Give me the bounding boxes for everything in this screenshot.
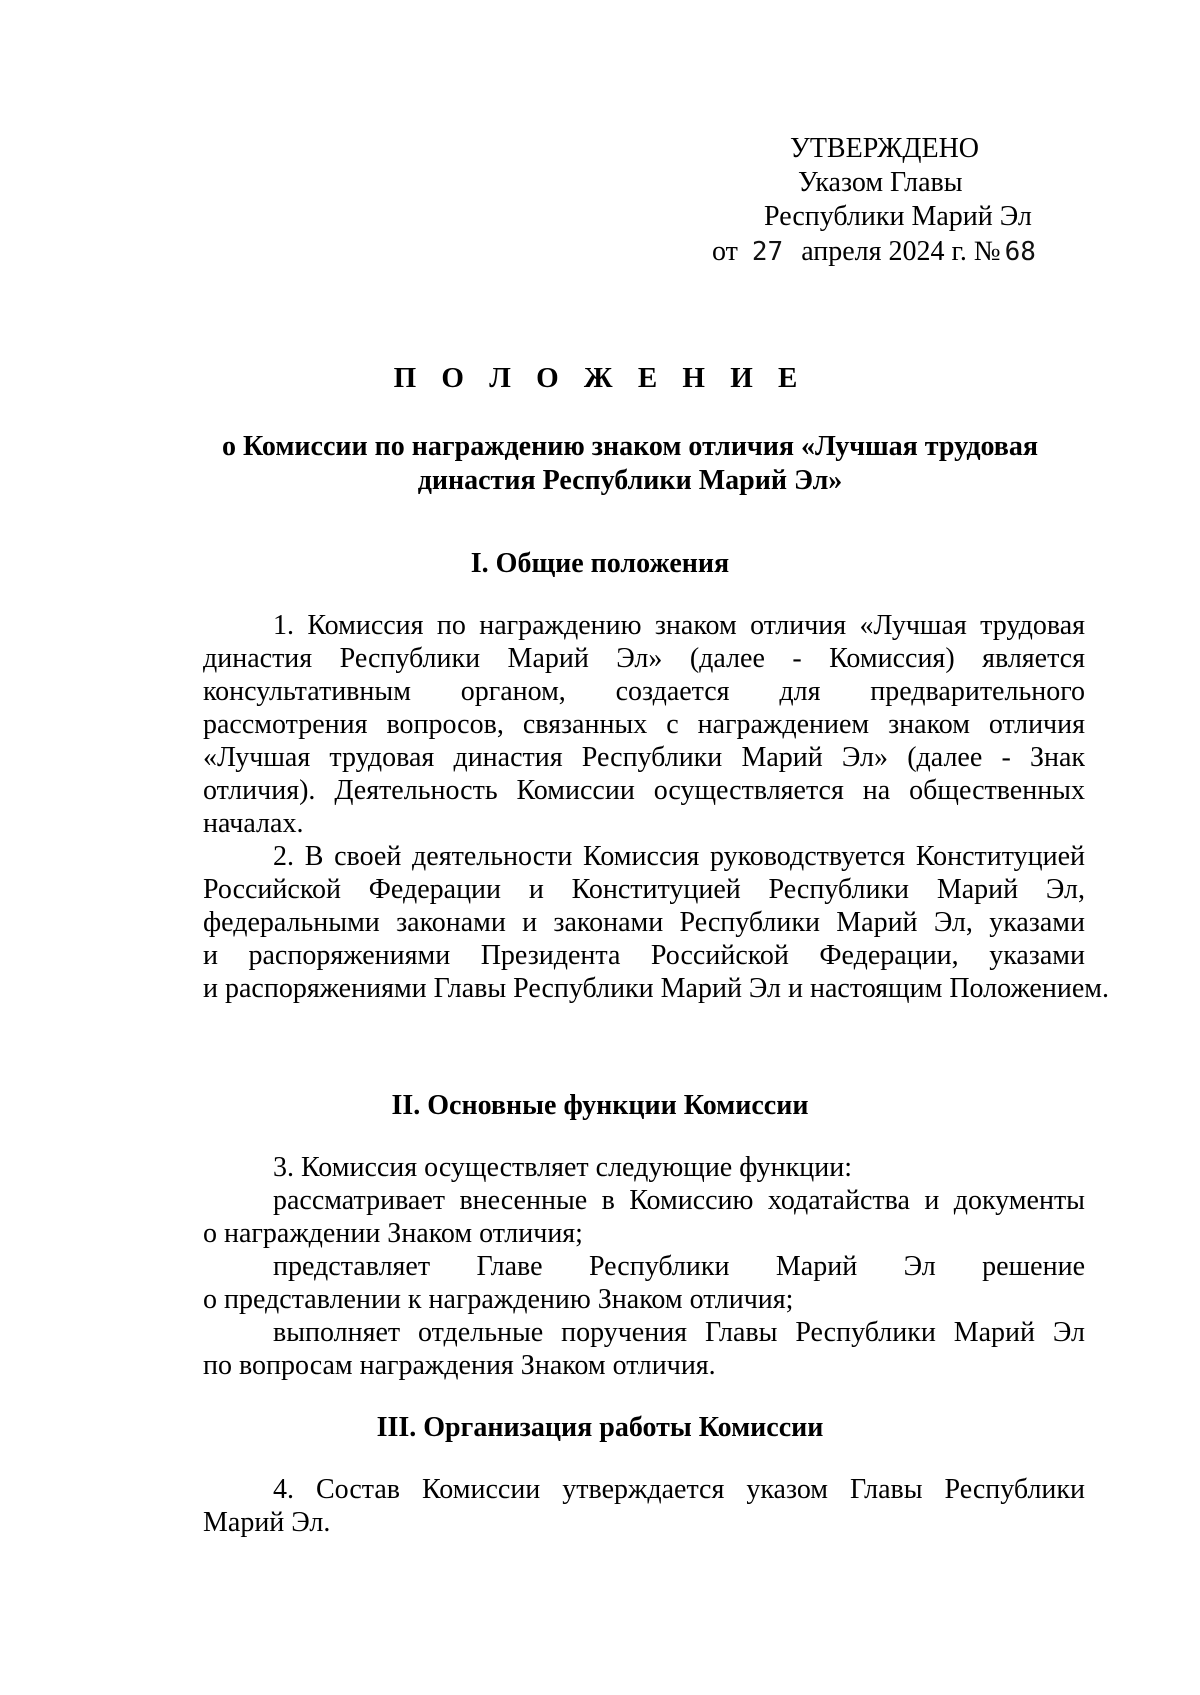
section-heading-functions: II. Основные функции Комиссии (391, 1090, 809, 1121)
subtitle-line: династия Республики Марий Эл» (417, 465, 843, 496)
text-line: рассматривает внесенные в Комиссию ходатайства и документы (273, 1185, 1085, 1216)
text-line: и распоряжениями Президента Российской Федерации, указами (203, 940, 1085, 971)
text-line: династия Республики Марий Эл» (далее - Комиссия) является (203, 643, 1085, 674)
approval-date-day: 27 (751, 237, 784, 267)
subtitle-line: о Комиссии по награждению знаком отличия «Лучшая трудовая (221, 431, 1039, 462)
approval-date-prefix: от (712, 236, 738, 267)
section-heading-organization: III. Организация работы Комиссии (376, 1412, 824, 1443)
approval-approved: УТВЕРЖДЕНО (790, 133, 980, 164)
text-line: консультативным органом, создается для предварительного (203, 676, 1085, 707)
approval-date-line (712, 235, 1036, 269)
paragraph-2 (203, 840, 1109, 1005)
text-line: Российской Федерации и Конституцией Республики Марий Эл, (203, 874, 1085, 905)
text-line: представляет Главе Республики Марий Эл решение (273, 1251, 1085, 1282)
text-line: отличия). Деятельность Комиссии осуществляется на общественных (203, 775, 1085, 806)
approval-date-rest: апреля 2024 г. № (801, 236, 1001, 267)
text-line: 2. В своей деятельности Комиссия руководствуется Конституцией (273, 841, 1085, 872)
text-line: о представлении к награждению Знаком отличия; (203, 1284, 794, 1315)
text-line: «Лучшая трудовая династия Республики Марий Эл» (далее - Знак (203, 742, 1085, 773)
approval-republic: Республики Марий Эл (764, 201, 1032, 232)
text-line: Марий Эл. (203, 1507, 331, 1538)
section-heading-general: I. Общие положения (470, 548, 730, 579)
document-title: П О Л О Ж Е Н И Е (393, 362, 807, 394)
text-line: рассмотрения вопросов, связанных с награждением знаком отличия (203, 709, 1085, 740)
paragraph-1 (203, 609, 1085, 840)
text-line: по вопросам награждения Знаком отличия. (203, 1350, 716, 1381)
paragraph-4 (203, 1473, 1085, 1539)
document-subtitle (180, 430, 1080, 498)
text-line: 4. Состав Комиссии утверждается указом Главы Республики (273, 1474, 1085, 1505)
paragraph-function-2 (203, 1250, 1085, 1316)
text-line: началах. (203, 808, 304, 839)
text-line: и распоряжениями Главы Республики Марий Эл и настоящим Положением. (203, 973, 1109, 1004)
text-line: 3. Комиссия осуществляет следующие функции: (273, 1152, 853, 1183)
approval-number: 68 (1004, 237, 1036, 267)
paragraph-function-1 (203, 1184, 1085, 1250)
paragraph-function-3 (203, 1316, 1085, 1382)
approval-by-decree: Указом Главы (798, 167, 963, 198)
text-line: о награждении Знаком отличия; (203, 1218, 583, 1249)
paragraph-3 (203, 1151, 1085, 1184)
text-line: 1. Комиссия по награждению знаком отличия «Лучшая трудовая (273, 610, 1085, 641)
text-line: федеральными законами и законами Республики Марий Эл, указами (203, 907, 1085, 938)
text-line: выполняет отдельные поручения Главы Республики Марий Эл (273, 1317, 1085, 1348)
